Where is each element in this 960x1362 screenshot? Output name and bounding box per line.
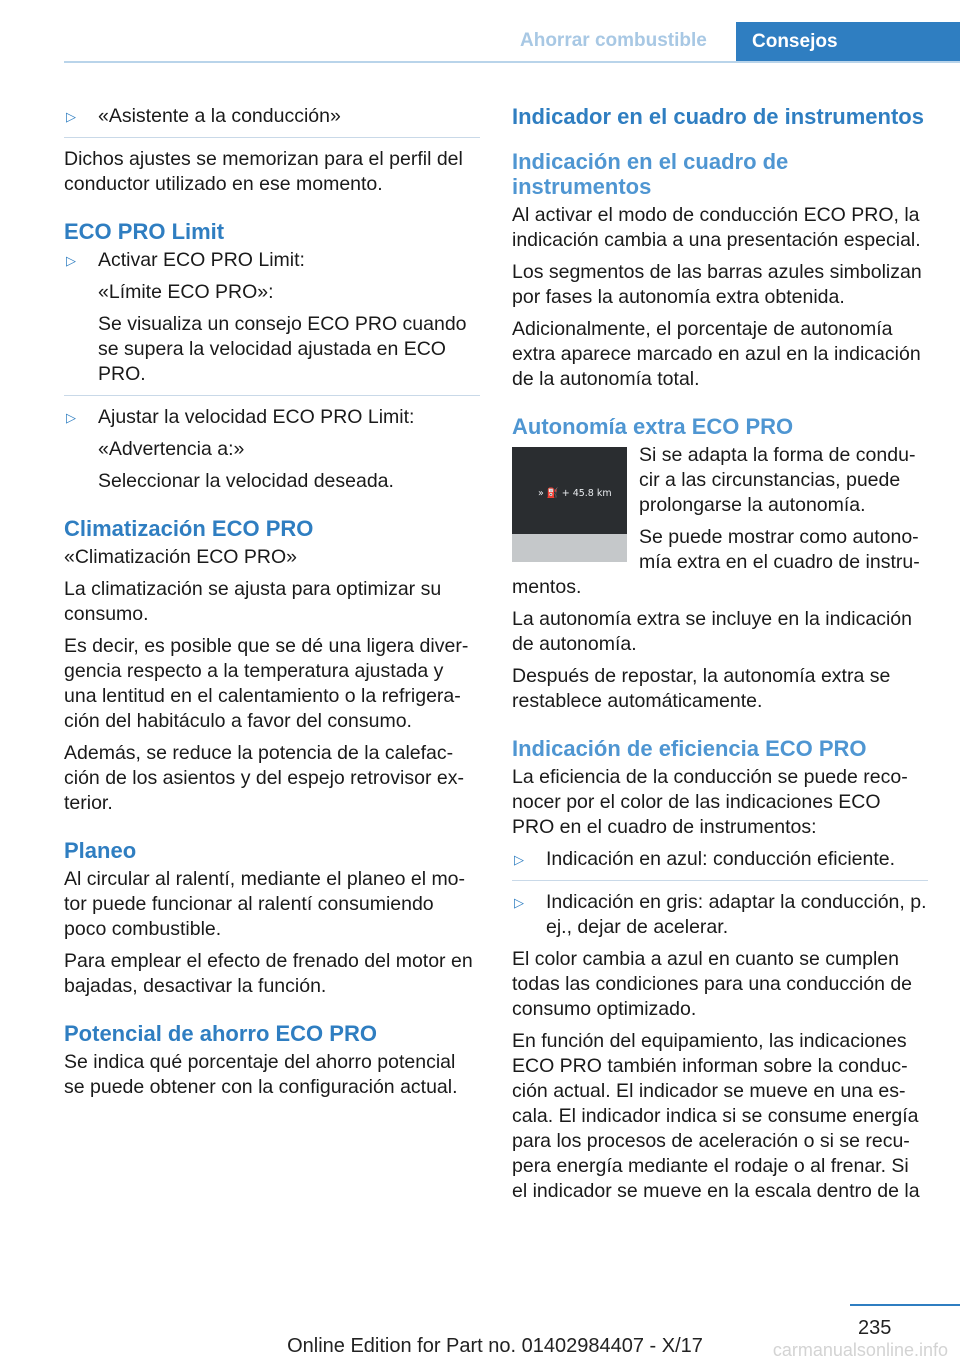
heading-potencial: Potencial de ahorro ECO PRO [64, 1021, 377, 1046]
paragraph: Después de repostar, la autonomía extra se restablece automáticamente. [512, 665, 891, 712]
list-item-text: «Advertencia a:» [98, 438, 245, 460]
paragraph: Al circular al ralentí, mediante el planeo el motor puede funcionar al ralentí consumiendo poco combustible. [64, 868, 466, 940]
list-item [64, 405, 480, 494]
list-item [64, 104, 480, 138]
watermark: carmanualsonline.info [772, 1340, 948, 1360]
triangle-bullet-icon: ▷ [66, 410, 76, 425]
page-number: 235 [858, 1317, 892, 1339]
paragraph: La climatización se ajusta para optimizar su consumo. [64, 578, 442, 625]
left-column [64, 104, 480, 1107]
paragraph: Dichos ajustes se memorizan para el perfil del conductor utilizado en ese momento. [64, 148, 463, 195]
list-item-text: Indicación en azul: conducción eficiente. [546, 848, 896, 870]
triangle-bullet-icon: ▷ [514, 852, 524, 867]
list-item-text: Indicación en gris: adaptar la conducción, p. ej., dejar de acelerar. [546, 891, 927, 938]
list-item-text: «Límite ECO PRO»: [98, 281, 274, 303]
range-readout [538, 488, 612, 499]
list-item [512, 890, 928, 940]
autonomy-figure-block [512, 443, 928, 607]
paragraph: Los segmentos de las barras azules simbolizan por fases la autonomía extra obtenida. [512, 261, 922, 308]
extra-range-value: + 45.8 km [561, 488, 612, 499]
page-header [0, 0, 960, 62]
list-item-text: Seleccionar la velocidad deseada. [98, 470, 394, 492]
chapter-tab[interactable]: Consejos [736, 22, 960, 62]
paragraph: Adicionalmente, el porcentaje de autonomía extra aparece marcado en azul en la indicación de la autonomía total. [512, 318, 921, 390]
heading-planeo: Planeo [64, 838, 137, 863]
instrument-cluster-image [512, 447, 627, 562]
heading-autonomia: Autonomía extra ECO PRO [512, 414, 794, 439]
list-item-text: Activar ECO PRO Limit: [98, 249, 305, 271]
paragraph: En función del equipamiento, las indicaciones ECO PRO también informan sobre la conducción actual. El indicador se mueve en una escala. El indicador indica si se consume energía para los procesos de aceleración o si se recupera energía mediante el rodaje o al frenar. Si el indicador se mueve en la escala dentro de la [512, 1030, 920, 1202]
list-item-text: «Asistente a la conducción» [98, 105, 341, 127]
list-item-text: Se visualiza un consejo ECO PRO cuando se supera la velocidad ajustada en ECO PRO. [98, 313, 467, 385]
fuel-pump-icon: ⛽ [546, 488, 559, 499]
heading-eficiencia: Indicación de eficiencia ECO PRO [512, 736, 867, 761]
triangle-bullet-icon: ▷ [66, 109, 76, 124]
heading-eco-pro-limit: ECO PRO Limit [64, 219, 225, 244]
paragraph: «Climatización ECO PRO» [64, 546, 297, 568]
heading-climatizacion: Climatización ECO PRO [64, 516, 314, 541]
right-column [512, 104, 928, 1211]
paragraph: Si se adapta la forma de conducir a las circunstancias, puede prolongarse la autonomía. [639, 444, 916, 516]
paragraph: Es decir, es posible que se dé una ligera divergencia respecto a la temperatura ajustada y una lentitud en el calentamiento o la refrigeración del habitáculo a favor del consumo. [64, 635, 469, 732]
heading-indicacion: Indicación en el cuadro de instrumentos [512, 149, 789, 199]
list-item [512, 847, 928, 881]
paragraph: Al activar el modo de conducción ECO PRO, la indicación cambia a una presentación especial. [512, 204, 921, 251]
paragraph: La autonomía extra se incluye en la indicación de autonomía. [512, 608, 912, 655]
heading-indicador: Indicador en el cuadro de instrumentos [512, 104, 924, 129]
list-item-text: Ajustar la velocidad ECO PRO Limit: [98, 406, 415, 428]
footer-rule [850, 1304, 960, 1306]
paragraph: Se puede mostrar como autonomía extra en el cuadro de instrumentos. [512, 526, 920, 598]
paragraph: Para emplear el efecto de frenado del motor en bajadas, desactivar la función. [64, 950, 473, 997]
paragraph: El color cambia a azul en cuanto se cumplen todas las condiciones para una conducción de consumo optimizado. [512, 948, 913, 1020]
edition-line: Online Edition for Part no. 01402984407 - X/17 [287, 1335, 703, 1357]
chevron-double-icon: » [538, 488, 544, 499]
section-title: Ahorrar combustible [520, 30, 707, 51]
cluster-lower-band [512, 534, 627, 562]
paragraph: La eficiencia de la conducción se puede reconocer por el color de las indicaciones ECO PRO en el cuadro de instrumentos: [512, 766, 908, 838]
list-item [64, 248, 480, 396]
triangle-bullet-icon: ▷ [66, 253, 76, 268]
paragraph: Además, se reduce la potencia de la calefacción de los asientos y del espejo retrovisor exterior. [64, 742, 464, 814]
header-rule [64, 61, 960, 63]
paragraph: Se indica qué porcentaje del ahorro potencial se puede obtener con la configuración actual. [64, 1051, 458, 1098]
triangle-bullet-icon: ▷ [514, 895, 524, 910]
